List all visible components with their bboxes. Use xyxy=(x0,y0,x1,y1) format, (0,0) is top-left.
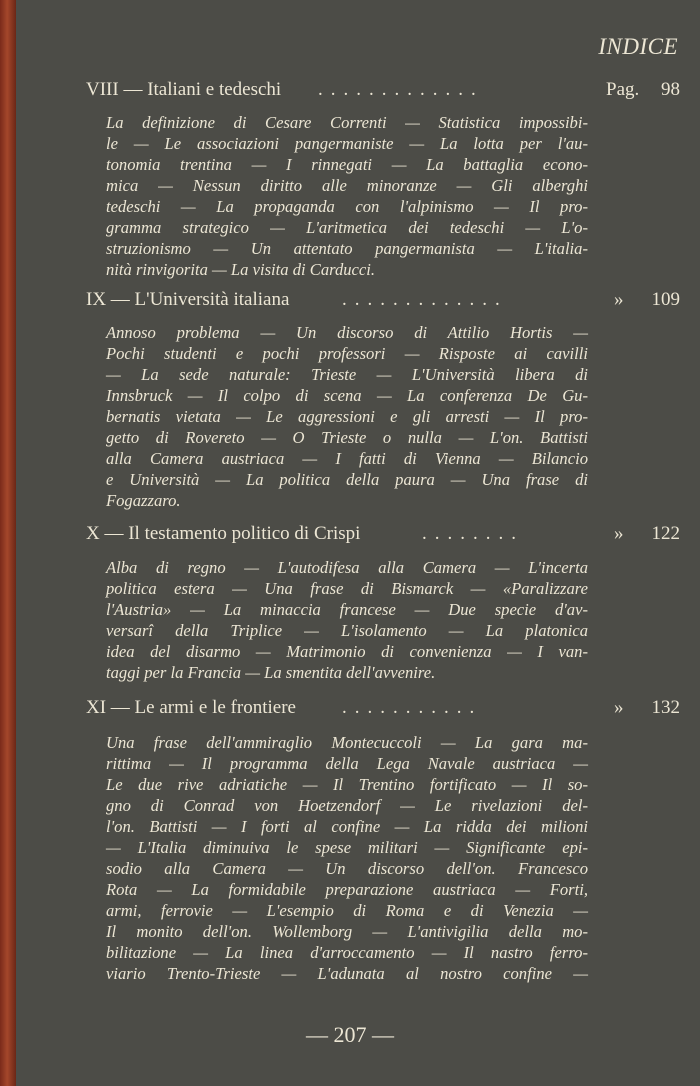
summary-line: Alba di regno — L'autodifesa alla Camera — L'incerta xyxy=(106,558,588,577)
summary-line: rittima — Il programma della Lega Navale austriaca — xyxy=(106,754,588,773)
chapter-title: X — Il testamento politico di Crispi xyxy=(86,523,361,544)
summary-line: taggi per la Francia — La smentita dell'avvenire. xyxy=(106,663,436,682)
summary-line: nità rinvigorita — La visita di Carducci. xyxy=(106,260,376,279)
chapter-title: IX — L'Università italiana xyxy=(86,289,290,310)
chapter-title: VIII — Italiani e tedeschi xyxy=(86,79,282,100)
summary-line: Pochi studenti e pochi professori — Risposte ai cavilli xyxy=(106,344,588,363)
page-label: Pag. xyxy=(606,79,640,100)
summary-line: La definizione di Cesare Correnti — Statistica impossibi- xyxy=(106,113,588,132)
summary-line: bilitazione — La linea d'arroccamento — Il nastro ferro- xyxy=(106,943,588,962)
page-label: » xyxy=(614,289,624,310)
summary-line: idea del disarmo — Matrimonio di convenienza — I van- xyxy=(106,642,588,661)
summary-line: Il monito dell'on. Wollemborg — L'antivigilia della mo- xyxy=(106,922,588,941)
summary-line: politica estera — Una frase di Bismarck — «Paralizzare xyxy=(106,579,588,598)
summary-line: struzionismo — Un attentato pangermanista — L'italia- xyxy=(106,239,588,258)
leader-dots: ............. xyxy=(342,289,508,310)
page-number: 109 xyxy=(651,289,680,310)
summary-line: tonomia trentina — I rinnegati — La battaglia econo- xyxy=(106,155,588,174)
summary-line: — L'Italia diminuiva le spese militari — Significante epi- xyxy=(106,838,588,857)
summary-line: armi, ferrovie — L'esempio di Roma e di Venezia — xyxy=(106,901,588,920)
page-label: » xyxy=(614,697,624,718)
summary-line: e Università — La politica della paura — Una frase di xyxy=(106,470,588,489)
summary-line: alla Camera austriaca — I fatti di Vienna — Bilancio xyxy=(106,449,588,468)
summary-line: Rota — La formidabile preparazione austriaca — Forti, xyxy=(106,880,588,899)
summary-line: l'Austria» — La minaccia francese — Due specie d'av- xyxy=(106,600,588,619)
summary-line: Fogazzaro. xyxy=(106,491,181,510)
toc-entry-heading-row xyxy=(86,78,680,102)
page-folio: — 207 — xyxy=(306,1022,394,1047)
leader-dots: ........ xyxy=(422,523,524,544)
summary-line: l'on. Battisti — I forti al confine — La ridda dei milioni xyxy=(106,817,588,836)
page-number: 98 xyxy=(661,79,680,100)
summary-line: gno di Conrad von Hoetzendorf — Le rivelazioni del- xyxy=(106,796,588,815)
summary-line: Una frase dell'ammiraglio Montecuccoli — La gara ma- xyxy=(106,733,588,752)
summary-line: bernatis vietata — Le aggressioni e gli arresti — Il pro- xyxy=(106,407,588,426)
summary-line: getto di Rovereto — O Trieste o nulla — L'on. Battisti xyxy=(106,428,588,447)
summary-line: Innsbruck — Il colpo di scena — La conferenza De Gu- xyxy=(106,386,588,405)
chapter-summary xyxy=(106,732,588,984)
summary-line: — La sede naturale: Trieste — L'Università libera di xyxy=(106,365,588,384)
page-number: 132 xyxy=(651,697,680,718)
toc-entry-heading-row xyxy=(86,288,680,312)
chapter-summary xyxy=(106,322,588,511)
leader-dots: ............. xyxy=(318,79,484,100)
toc-entry-heading-row xyxy=(86,696,680,720)
chapter-title: XI — Le armi e le frontiere xyxy=(86,697,296,718)
chapter-summary xyxy=(106,112,588,280)
summary-line: Annoso problema — Un discorso di Attilio Hortis — xyxy=(106,323,588,342)
running-header: INDICE xyxy=(598,34,678,59)
summary-line: gramma strategico — L'aritmetica dei tedeschi — L'o- xyxy=(106,218,588,237)
leader-dots: ........... xyxy=(342,697,483,718)
toc-entry-heading-row xyxy=(86,522,680,546)
chapter-summary xyxy=(106,557,588,683)
page-number: 122 xyxy=(651,523,680,544)
summary-line: le — Le associazioni pangermaniste — La lotta per l'au- xyxy=(106,134,588,153)
summary-line: mica — Nessun diritto alle minoranze — Gli alberghi xyxy=(106,176,588,195)
book-binding-edge xyxy=(0,0,16,1086)
summary-line: Le due rive adriatiche — Il Trentino fortificato — Il so- xyxy=(106,775,588,794)
summary-line: sodio alla Camera — Un discorso dell'on. Francesco xyxy=(106,859,588,878)
summary-line: viario Trento-Trieste — L'adunata al nostro confine — xyxy=(106,964,588,983)
page-label: » xyxy=(614,523,624,544)
summary-line: versarî della Triplice — L'isolamento — La platonica xyxy=(106,621,588,640)
summary-line: tedeschi — La propaganda con l'alpinismo — Il pro- xyxy=(106,197,588,216)
